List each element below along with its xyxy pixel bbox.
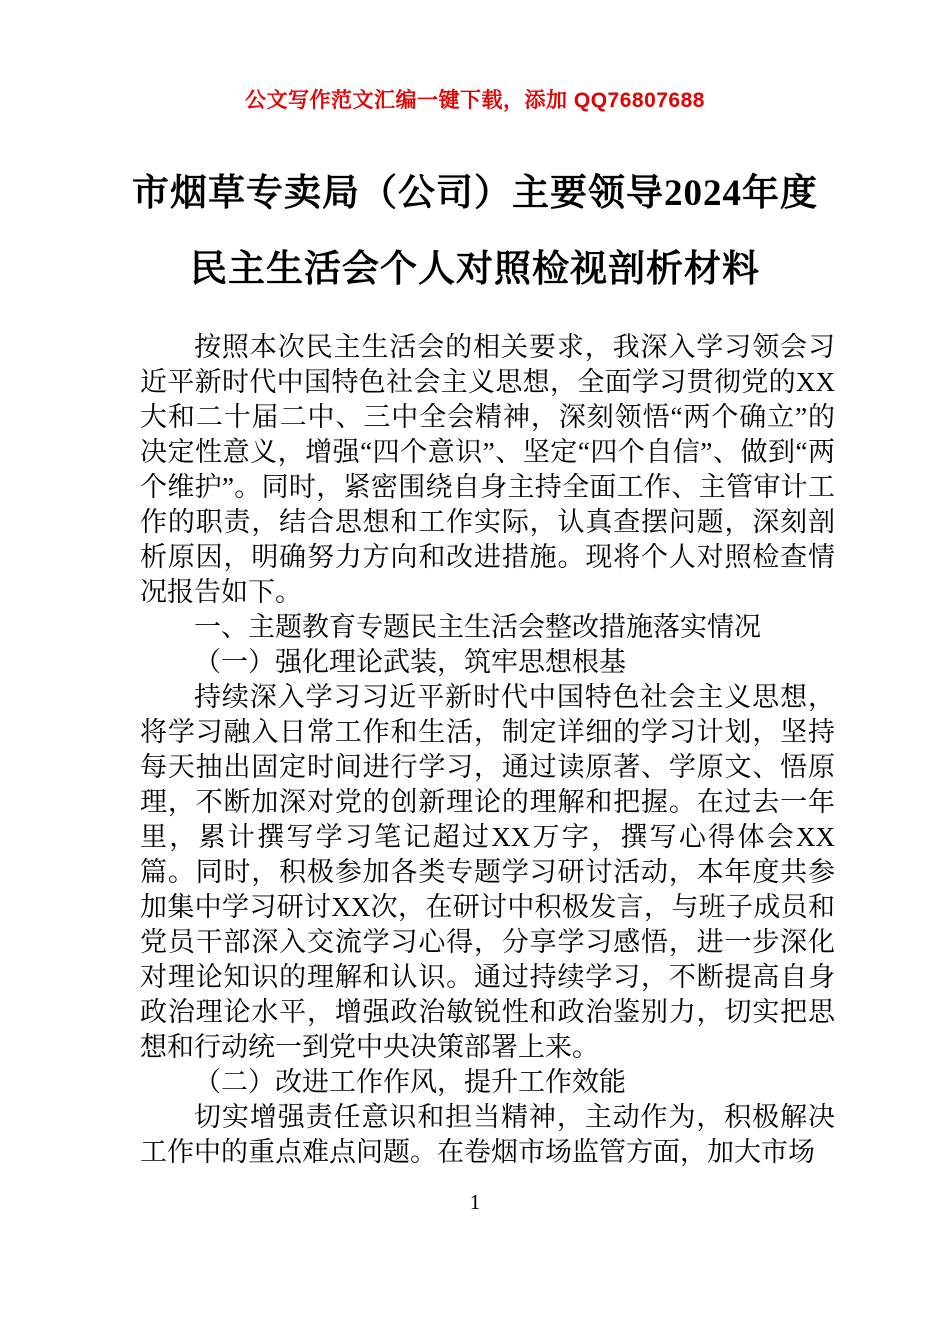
- title-line-1: 市烟草专卖局（公司）主要领导2024年度: [132, 173, 818, 214]
- section-heading-1: 一、主题教育专题民主生活会整改措施落实情况: [194, 612, 761, 642]
- paragraph-intro: 按照本次民主生活会的相关要求，我深入学习领会习近平新时代中国特色社会主义思想，全面学习贯彻党的XX大和二十届二中、三中全会精神，深刻领悟“两个确立”的决定性意义，增强“四个意识”、坚定“四个自信”、做到“两个维护”。同时，紧密围绕自身主持全面工作、主管审计工作的职责，结合思想和工作实际，认真查摆问题，深刻剖析原因，明确努力方向和改进措施。现将个人对照检查情况报告如下。: [140, 332, 835, 607]
- title-line-2: 民主生活会个人对照检视剖析材料: [190, 249, 760, 290]
- document-title: [0, 156, 950, 308]
- page-footer: [0, 1190, 950, 1215]
- document-body: [140, 330, 835, 1170]
- page-number: 1: [469, 1190, 481, 1214]
- subsection-heading-1-2: （二）改进工作作风，提升工作效能: [194, 1067, 626, 1097]
- subsection-heading-1-1: （一）强化理论武装，筑牢思想根基: [194, 647, 626, 677]
- paragraph-theory-study: 持续深入学习习近平新时代中国特色社会主义思想，将学习融入日常工作和生活，制定详细的学习计划，坚持每天抽出固定时间进行学习，通过读原著、学原文、悟原理，不断加深对党的创新理论的理解和把握。在过去一年里，累计撰写学习笔记超过XX万字，撰写心得体会XX篇。同时，积极参加各类专题学习研讨活动，本年度共参加集中学习研讨XX次，在研讨中积极发言，与班子成员和党员干部深入交流学习心得，分享学习感悟，进一步深化对理论知识的理解和认识。通过持续学习，不断提高自身政治理论水平，增强政治敏锐性和政治鉴别力，切实把思想和行动统一到党中央决策部署上来。: [140, 682, 835, 1062]
- paragraph-work-style: 切实增强责任意识和担当精神，主动作为，积极解决工作中的重点难点问题。在卷烟市场监管方面，加大市场: [140, 1102, 835, 1167]
- promo-header-text: 公文写作范文汇编一键下载，添加 QQ76807688: [245, 89, 705, 112]
